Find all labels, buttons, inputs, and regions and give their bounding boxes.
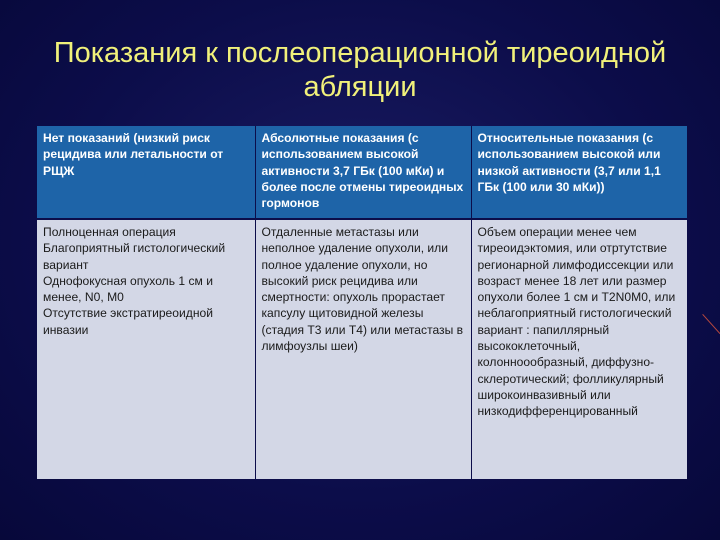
table-header-row [37,126,687,219]
decorative-line [702,314,720,334]
header-absolute-indications: Абсолютные показания (с использованием высокой активности 3,7 ГБк (100 мКи) и более после отмены тиреоидных гормонов [255,126,471,219]
slide-title: Показания к послеоперационной тиреоидной абляции [53,37,667,103]
cell-absolute-indications: Отдаленные метастазы или неполное удаление опухоли, или полное удаление опухоли, но высокий риск рецидива или смертности: опухоль прорастает капсулу щитовидной железы (стадия Т3 или Т4) или метастазы в лимфоузлы шеи) [255,219,471,479]
header-relative-indications: Относительные показания (с использованием высокой или низкой активности (3,7 или 1,1 ГБк (100 или 30 мКи)) [471,126,687,219]
header-no-indications: Нет показаний (низкий риск рецидива или летальности от РЩЖ [37,126,255,219]
cell-no-indications: Полноценная операция Благоприятный гистологический вариант Однофокусная опухоль 1 см и менее, N0, M0 Отсутствие экстратиреоидной инвазии [37,219,255,479]
cell-relative-indications: Объем операции менее чем тиреоидэктомия, или отртутствие регионарной лимфодиссекции или возраст менее 18 лет или размер опухоли более 1 см и T2N0M0, или неблагоприятный гистологический вариант : папиллярный высококлеточный, колонноообразный, диффузно-склеротический; фолликулярный широкоинвазивный или низкодифференцированный [471,219,687,479]
indications-table [37,126,687,479]
table-row [37,219,687,479]
